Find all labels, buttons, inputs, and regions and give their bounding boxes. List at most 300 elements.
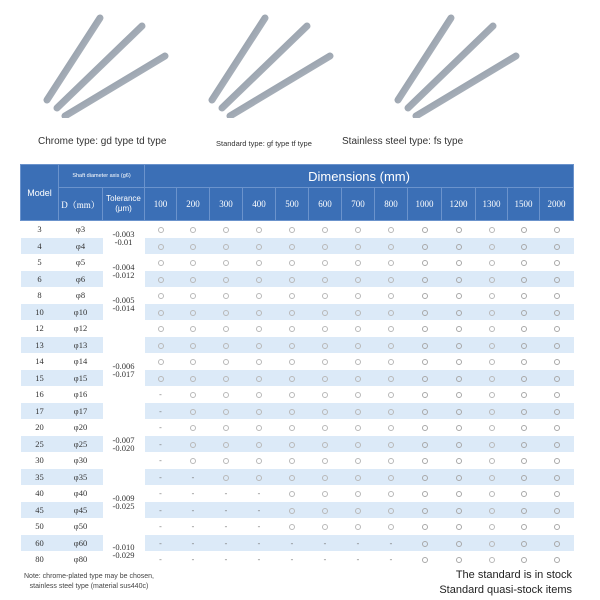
steel-rods-image bbox=[10, 8, 210, 118]
length-header-700: 700 bbox=[342, 188, 375, 221]
in-stock-circle-icon bbox=[145, 238, 177, 255]
quasi-stock-circle-icon bbox=[508, 287, 540, 304]
in-stock-circle-icon bbox=[375, 370, 408, 387]
in-stock-circle-icon bbox=[177, 436, 210, 453]
in-stock-circle-icon bbox=[243, 419, 276, 436]
in-stock-circle-icon bbox=[276, 238, 309, 255]
in-stock-circle-icon bbox=[145, 287, 177, 304]
quasi-stock-circle-icon bbox=[540, 502, 574, 519]
unavailable-dash: - bbox=[224, 522, 228, 532]
quasi-stock-circle-icon bbox=[508, 238, 540, 255]
quasi-stock-circle-icon bbox=[442, 287, 476, 304]
in-stock-circle-icon bbox=[177, 271, 210, 288]
in-stock-circle-icon bbox=[276, 502, 309, 519]
in-stock-circle-icon bbox=[476, 452, 508, 469]
in-stock-circle-icon bbox=[243, 287, 276, 304]
table-row bbox=[21, 535, 574, 552]
in-stock-circle-icon bbox=[210, 452, 243, 469]
product-images bbox=[0, 0, 600, 158]
model-cell: 3 bbox=[37, 224, 42, 235]
footnote: Note: chrome-plated type may be chosen, stainless steel type (material sus440c) bbox=[24, 573, 154, 590]
in-stock-circle-icon bbox=[476, 353, 508, 370]
in-stock-circle-icon bbox=[476, 485, 508, 502]
diameter-cell: φ60 bbox=[59, 535, 103, 552]
in-stock-circle-icon bbox=[342, 469, 375, 486]
in-stock-circle-icon bbox=[342, 287, 375, 304]
diameter-cell: φ25 bbox=[59, 436, 103, 453]
unavailable-dash: - bbox=[159, 456, 162, 466]
in-stock-circle-icon bbox=[342, 304, 375, 321]
unavailable-dash: - bbox=[159, 522, 162, 532]
unavailable-dash: - bbox=[145, 436, 177, 453]
length-header-1200: 1200 bbox=[442, 188, 476, 221]
quasi-stock-circle-icon bbox=[442, 452, 476, 469]
quasi-stock-circle-icon bbox=[508, 370, 540, 387]
quasi-stock-circle-icon bbox=[442, 436, 476, 453]
in-stock-circle-icon bbox=[177, 370, 210, 387]
in-stock-circle-icon bbox=[476, 403, 508, 420]
quasi-stock-circle-icon bbox=[408, 535, 442, 552]
diameter-cell: φ17 bbox=[59, 403, 103, 420]
in-stock-circle-icon bbox=[476, 419, 508, 436]
in-stock-circle-icon bbox=[309, 304, 342, 321]
in-stock-circle-icon bbox=[342, 254, 375, 271]
diameter-cell: φ12 bbox=[73, 323, 88, 334]
in-stock-circle-icon bbox=[177, 386, 210, 403]
in-stock-circle-icon bbox=[145, 353, 177, 370]
quasi-stock-circle-icon bbox=[408, 436, 442, 453]
legend-in-stock: The standard is in stock bbox=[455, 569, 572, 581]
in-stock-circle-icon bbox=[145, 370, 177, 387]
in-stock-circle-icon bbox=[476, 320, 508, 337]
length-header-800: 800 bbox=[375, 188, 408, 221]
in-stock-circle-icon bbox=[145, 320, 177, 337]
in-stock-circle-icon bbox=[309, 452, 342, 469]
in-stock-circle-icon bbox=[309, 370, 342, 387]
in-stock-circle-icon bbox=[276, 254, 309, 271]
in-stock-circle-icon bbox=[476, 287, 508, 304]
diameter-cell: φ13 bbox=[59, 337, 103, 354]
in-stock-circle-icon bbox=[309, 271, 342, 288]
diameter-cell: φ30 bbox=[73, 455, 88, 466]
quasi-stock-circle-icon bbox=[540, 551, 574, 568]
table-row bbox=[21, 221, 574, 238]
quasi-stock-circle-icon bbox=[508, 469, 540, 486]
in-stock-circle-icon bbox=[276, 403, 309, 420]
model-cell: 60 bbox=[21, 535, 59, 552]
in-stock-circle-icon bbox=[210, 320, 243, 337]
unavailable-dash: - bbox=[145, 502, 177, 519]
in-stock-circle-icon bbox=[210, 304, 243, 321]
in-stock-circle-icon bbox=[342, 337, 375, 354]
in-stock-circle-icon bbox=[276, 419, 309, 436]
product-chrome bbox=[10, 0, 210, 158]
table-row bbox=[21, 419, 574, 436]
quasi-stock-circle-icon bbox=[540, 436, 574, 453]
in-stock-circle-icon bbox=[476, 337, 508, 354]
quasi-stock-circle-icon bbox=[540, 304, 574, 321]
quasi-stock-circle-icon bbox=[408, 403, 442, 420]
table-row bbox=[21, 320, 574, 337]
table-row bbox=[21, 254, 574, 271]
in-stock-circle-icon bbox=[375, 221, 408, 238]
model-cell: 13 bbox=[21, 337, 59, 354]
quasi-stock-circle-icon bbox=[540, 238, 574, 255]
model-cell: 6 bbox=[21, 271, 59, 288]
diameter-cell: φ10 bbox=[59, 304, 103, 321]
in-stock-circle-icon bbox=[342, 452, 375, 469]
in-stock-circle-icon bbox=[210, 386, 243, 403]
in-stock-circle-icon bbox=[276, 320, 309, 337]
diameter-cell: φ6 bbox=[59, 271, 103, 288]
quasi-stock-circle-icon bbox=[408, 287, 442, 304]
model-cell: 30 bbox=[35, 455, 44, 466]
in-stock-circle-icon bbox=[476, 535, 508, 552]
quasi-stock-circle-icon bbox=[408, 238, 442, 255]
model-cell: 25 bbox=[21, 436, 59, 453]
in-stock-circle-icon bbox=[177, 320, 210, 337]
quasi-stock-circle-icon bbox=[540, 287, 574, 304]
unavailable-dash: - bbox=[159, 489, 162, 499]
length-header-2000: 2000 bbox=[540, 188, 574, 221]
unavailable-dash: - bbox=[224, 555, 228, 565]
in-stock-circle-icon bbox=[177, 419, 210, 436]
in-stock-circle-icon bbox=[375, 436, 408, 453]
in-stock-circle-icon bbox=[342, 238, 375, 255]
in-stock-circle-icon bbox=[243, 238, 276, 255]
quasi-stock-circle-icon bbox=[442, 320, 476, 337]
in-stock-circle-icon bbox=[276, 287, 309, 304]
quasi-stock-circle-icon bbox=[508, 436, 540, 453]
diameter-cell: φ16 bbox=[73, 389, 88, 400]
unavailable-dash: - bbox=[389, 555, 393, 565]
quasi-stock-circle-icon bbox=[408, 386, 442, 403]
quasi-stock-circle-icon bbox=[540, 535, 574, 552]
quasi-stock-circle-icon bbox=[408, 469, 442, 486]
in-stock-circle-icon bbox=[476, 502, 508, 519]
quasi-stock-circle-icon bbox=[442, 403, 476, 420]
in-stock-circle-icon bbox=[145, 304, 177, 321]
unavailable-dash: - bbox=[159, 390, 162, 400]
model-cell: 10 bbox=[21, 304, 59, 321]
diameter-cell: φ40 bbox=[73, 488, 88, 499]
model-cell: 5 bbox=[37, 257, 42, 268]
in-stock-circle-icon bbox=[276, 518, 309, 535]
quasi-stock-circle-icon bbox=[540, 469, 574, 486]
in-stock-circle-icon bbox=[342, 353, 375, 370]
tolerance-cell: -0.010 -0.029 bbox=[103, 535, 145, 568]
quasi-stock-circle-icon bbox=[540, 419, 574, 436]
unavailable-dash: - bbox=[356, 555, 360, 565]
in-stock-circle-icon bbox=[145, 254, 177, 271]
diameter-cell: φ50 bbox=[73, 521, 88, 532]
in-stock-circle-icon bbox=[342, 271, 375, 288]
model-cell: 80 bbox=[35, 554, 44, 565]
quasi-stock-circle-icon bbox=[508, 518, 540, 535]
in-stock-circle-icon bbox=[375, 320, 408, 337]
unavailable-dash: - bbox=[257, 489, 261, 499]
in-stock-circle-icon bbox=[276, 485, 309, 502]
length-header-400: 400 bbox=[243, 188, 276, 221]
in-stock-circle-icon bbox=[375, 502, 408, 519]
unavailable-dash: - bbox=[243, 535, 276, 552]
in-stock-circle-icon bbox=[276, 370, 309, 387]
in-stock-circle-icon bbox=[210, 238, 243, 255]
quasi-stock-circle-icon bbox=[540, 221, 574, 238]
unavailable-dash: - bbox=[342, 535, 375, 552]
in-stock-circle-icon bbox=[309, 287, 342, 304]
unavailable-dash: - bbox=[276, 535, 309, 552]
in-stock-circle-icon bbox=[309, 238, 342, 255]
quasi-stock-circle-icon bbox=[508, 419, 540, 436]
tolerance-cell: -0.003 -0.01 bbox=[103, 221, 145, 255]
steel-rods-image bbox=[390, 8, 590, 118]
length-header-1500: 1500 bbox=[508, 188, 540, 221]
in-stock-circle-icon bbox=[375, 386, 408, 403]
spec-table bbox=[20, 164, 574, 568]
model-cell: 17 bbox=[21, 403, 59, 420]
product-caption: Chrome type: gd type td type bbox=[38, 136, 167, 147]
quasi-stock-circle-icon bbox=[442, 221, 476, 238]
quasi-stock-circle-icon bbox=[408, 551, 442, 568]
unavailable-dash: - bbox=[323, 555, 327, 565]
unavailable-dash: - bbox=[145, 403, 177, 420]
quasi-stock-circle-icon bbox=[442, 386, 476, 403]
unavailable-dash: - bbox=[159, 555, 162, 565]
in-stock-circle-icon bbox=[476, 304, 508, 321]
unavailable-dash: - bbox=[224, 489, 228, 499]
quasi-stock-circle-icon bbox=[442, 271, 476, 288]
in-stock-circle-icon bbox=[177, 304, 210, 321]
quasi-stock-circle-icon bbox=[442, 353, 476, 370]
quasi-stock-circle-icon bbox=[442, 254, 476, 271]
in-stock-circle-icon bbox=[309, 502, 342, 519]
product-stainless bbox=[342, 0, 590, 158]
in-stock-circle-icon bbox=[342, 370, 375, 387]
in-stock-circle-icon bbox=[243, 221, 276, 238]
in-stock-circle-icon bbox=[476, 221, 508, 238]
in-stock-circle-icon bbox=[309, 254, 342, 271]
in-stock-circle-icon bbox=[177, 254, 210, 271]
quasi-stock-circle-icon bbox=[540, 271, 574, 288]
in-stock-circle-icon bbox=[476, 386, 508, 403]
quasi-stock-circle-icon bbox=[508, 403, 540, 420]
in-stock-circle-icon bbox=[342, 436, 375, 453]
model-cell: 16 bbox=[35, 389, 44, 400]
quasi-stock-circle-icon bbox=[540, 320, 574, 337]
quasi-stock-circle-icon bbox=[508, 271, 540, 288]
model-cell: 40 bbox=[35, 488, 44, 499]
model-cell: 35 bbox=[21, 469, 59, 486]
in-stock-circle-icon bbox=[342, 485, 375, 502]
product-caption: Standard type: gf type tf type bbox=[216, 139, 312, 148]
in-stock-circle-icon bbox=[476, 518, 508, 535]
in-stock-circle-icon bbox=[342, 320, 375, 337]
shaft-group-header: Shaft diameter axis (g6) bbox=[59, 165, 145, 188]
model-cell: 12 bbox=[35, 323, 44, 334]
in-stock-circle-icon bbox=[342, 502, 375, 519]
quasi-stock-circle-icon bbox=[408, 254, 442, 271]
unavailable-dash: - bbox=[191, 489, 195, 499]
in-stock-circle-icon bbox=[309, 436, 342, 453]
in-stock-circle-icon bbox=[309, 386, 342, 403]
in-stock-circle-icon bbox=[243, 320, 276, 337]
quasi-stock-circle-icon bbox=[508, 386, 540, 403]
in-stock-circle-icon bbox=[309, 337, 342, 354]
length-header-100: 100 bbox=[145, 188, 177, 221]
quasi-stock-circle-icon bbox=[408, 419, 442, 436]
product-standard bbox=[200, 0, 400, 158]
in-stock-circle-icon bbox=[476, 254, 508, 271]
in-stock-circle-icon bbox=[243, 403, 276, 420]
in-stock-circle-icon bbox=[145, 337, 177, 354]
diameter-cell: φ5 bbox=[75, 257, 86, 268]
unavailable-dash: - bbox=[177, 502, 210, 519]
diameter-cell: φ14 bbox=[73, 356, 88, 367]
in-stock-circle-icon bbox=[476, 271, 508, 288]
in-stock-circle-icon bbox=[177, 353, 210, 370]
in-stock-circle-icon bbox=[243, 386, 276, 403]
in-stock-circle-icon bbox=[210, 254, 243, 271]
in-stock-circle-icon bbox=[210, 337, 243, 354]
unavailable-dash: - bbox=[309, 535, 342, 552]
in-stock-circle-icon bbox=[309, 419, 342, 436]
quasi-stock-circle-icon bbox=[408, 353, 442, 370]
model-cell: 14 bbox=[35, 356, 44, 367]
model-cell: 8 bbox=[37, 290, 42, 301]
tolerance-cell: -0.006 -0.017 bbox=[103, 320, 145, 419]
in-stock-circle-icon bbox=[243, 353, 276, 370]
length-header-300: 300 bbox=[210, 188, 243, 221]
unavailable-dash: - bbox=[145, 535, 177, 552]
table-row bbox=[21, 469, 574, 486]
in-stock-circle-icon bbox=[210, 419, 243, 436]
model-cell: 20 bbox=[35, 422, 44, 433]
unavailable-dash: - bbox=[210, 535, 243, 552]
in-stock-circle-icon bbox=[145, 221, 177, 238]
in-stock-circle-icon bbox=[177, 221, 210, 238]
tolerance-cell: -0.009 -0.025 bbox=[103, 469, 145, 535]
quasi-stock-circle-icon bbox=[508, 452, 540, 469]
in-stock-circle-icon bbox=[375, 353, 408, 370]
legend bbox=[439, 568, 572, 598]
in-stock-circle-icon bbox=[177, 238, 210, 255]
in-stock-circle-icon bbox=[276, 353, 309, 370]
quasi-stock-circle-icon bbox=[508, 221, 540, 238]
steel-rods-image bbox=[200, 8, 400, 118]
in-stock-circle-icon bbox=[342, 419, 375, 436]
quasi-stock-circle-icon bbox=[540, 370, 574, 387]
in-stock-circle-icon bbox=[210, 403, 243, 420]
quasi-stock-circle-icon bbox=[540, 485, 574, 502]
in-stock-circle-icon bbox=[276, 469, 309, 486]
in-stock-circle-icon bbox=[276, 337, 309, 354]
in-stock-circle-icon bbox=[177, 403, 210, 420]
length-header-200: 200 bbox=[177, 188, 210, 221]
in-stock-circle-icon bbox=[276, 436, 309, 453]
quasi-stock-circle-icon bbox=[442, 419, 476, 436]
in-stock-circle-icon bbox=[309, 221, 342, 238]
in-stock-circle-icon bbox=[476, 436, 508, 453]
diameter-cell: φ20 bbox=[73, 422, 88, 433]
in-stock-circle-icon bbox=[375, 304, 408, 321]
length-header-600: 600 bbox=[309, 188, 342, 221]
in-stock-circle-icon bbox=[375, 518, 408, 535]
length-header-500: 500 bbox=[276, 188, 309, 221]
quasi-stock-circle-icon bbox=[508, 304, 540, 321]
diameter-cell: φ8 bbox=[75, 290, 86, 301]
in-stock-circle-icon bbox=[342, 403, 375, 420]
quasi-stock-circle-icon bbox=[408, 452, 442, 469]
in-stock-circle-icon bbox=[210, 221, 243, 238]
diameter-header: D（mm） bbox=[59, 188, 103, 221]
in-stock-circle-icon bbox=[243, 337, 276, 354]
quasi-stock-circle-icon bbox=[540, 403, 574, 420]
quasi-stock-circle-icon bbox=[508, 320, 540, 337]
diameter-cell: φ4 bbox=[59, 238, 103, 255]
quasi-stock-circle-icon bbox=[508, 485, 540, 502]
model-header: Model bbox=[21, 165, 59, 221]
in-stock-circle-icon bbox=[145, 271, 177, 288]
tolerance-cell: -0.004 -0.012 bbox=[103, 254, 145, 287]
in-stock-circle-icon bbox=[342, 221, 375, 238]
in-stock-circle-icon bbox=[177, 337, 210, 354]
in-stock-circle-icon bbox=[375, 469, 408, 486]
model-cell: 4 bbox=[21, 238, 59, 255]
in-stock-circle-icon bbox=[476, 370, 508, 387]
quasi-stock-circle-icon bbox=[408, 221, 442, 238]
in-stock-circle-icon bbox=[342, 518, 375, 535]
in-stock-circle-icon bbox=[309, 403, 342, 420]
quasi-stock-circle-icon bbox=[540, 518, 574, 535]
unavailable-dash: - bbox=[177, 535, 210, 552]
diameter-cell: φ15 bbox=[59, 370, 103, 387]
unavailable-dash: - bbox=[243, 502, 276, 519]
in-stock-circle-icon bbox=[276, 452, 309, 469]
table-row bbox=[21, 287, 574, 304]
in-stock-circle-icon bbox=[309, 518, 342, 535]
in-stock-circle-icon bbox=[177, 287, 210, 304]
in-stock-circle-icon bbox=[210, 370, 243, 387]
diameter-cell: φ45 bbox=[59, 502, 103, 519]
quasi-stock-circle-icon bbox=[408, 502, 442, 519]
quasi-stock-circle-icon bbox=[508, 535, 540, 552]
quasi-stock-circle-icon bbox=[408, 271, 442, 288]
product-caption: Stainless steel type: fs type bbox=[342, 136, 464, 147]
quasi-stock-circle-icon bbox=[408, 370, 442, 387]
model-cell: 15 bbox=[21, 370, 59, 387]
tolerance-cell: -0.007 -0.020 bbox=[103, 419, 145, 469]
quasi-stock-circle-icon bbox=[540, 353, 574, 370]
quasi-stock-circle-icon bbox=[442, 304, 476, 321]
in-stock-circle-icon bbox=[309, 469, 342, 486]
diameter-cell: φ80 bbox=[73, 554, 88, 565]
quasi-stock-circle-icon bbox=[442, 337, 476, 354]
quasi-stock-circle-icon bbox=[508, 353, 540, 370]
tolerance-cell: -0.005 -0.014 bbox=[103, 287, 145, 320]
length-header-1000: 1000 bbox=[408, 188, 442, 221]
in-stock-circle-icon bbox=[210, 353, 243, 370]
quasi-stock-circle-icon bbox=[442, 551, 476, 568]
in-stock-circle-icon bbox=[375, 337, 408, 354]
in-stock-circle-icon bbox=[243, 452, 276, 469]
in-stock-circle-icon bbox=[476, 551, 508, 568]
in-stock-circle-icon bbox=[309, 353, 342, 370]
unavailable-dash: - bbox=[375, 535, 408, 552]
in-stock-circle-icon bbox=[309, 485, 342, 502]
quasi-stock-circle-icon bbox=[442, 238, 476, 255]
in-stock-circle-icon bbox=[476, 238, 508, 255]
